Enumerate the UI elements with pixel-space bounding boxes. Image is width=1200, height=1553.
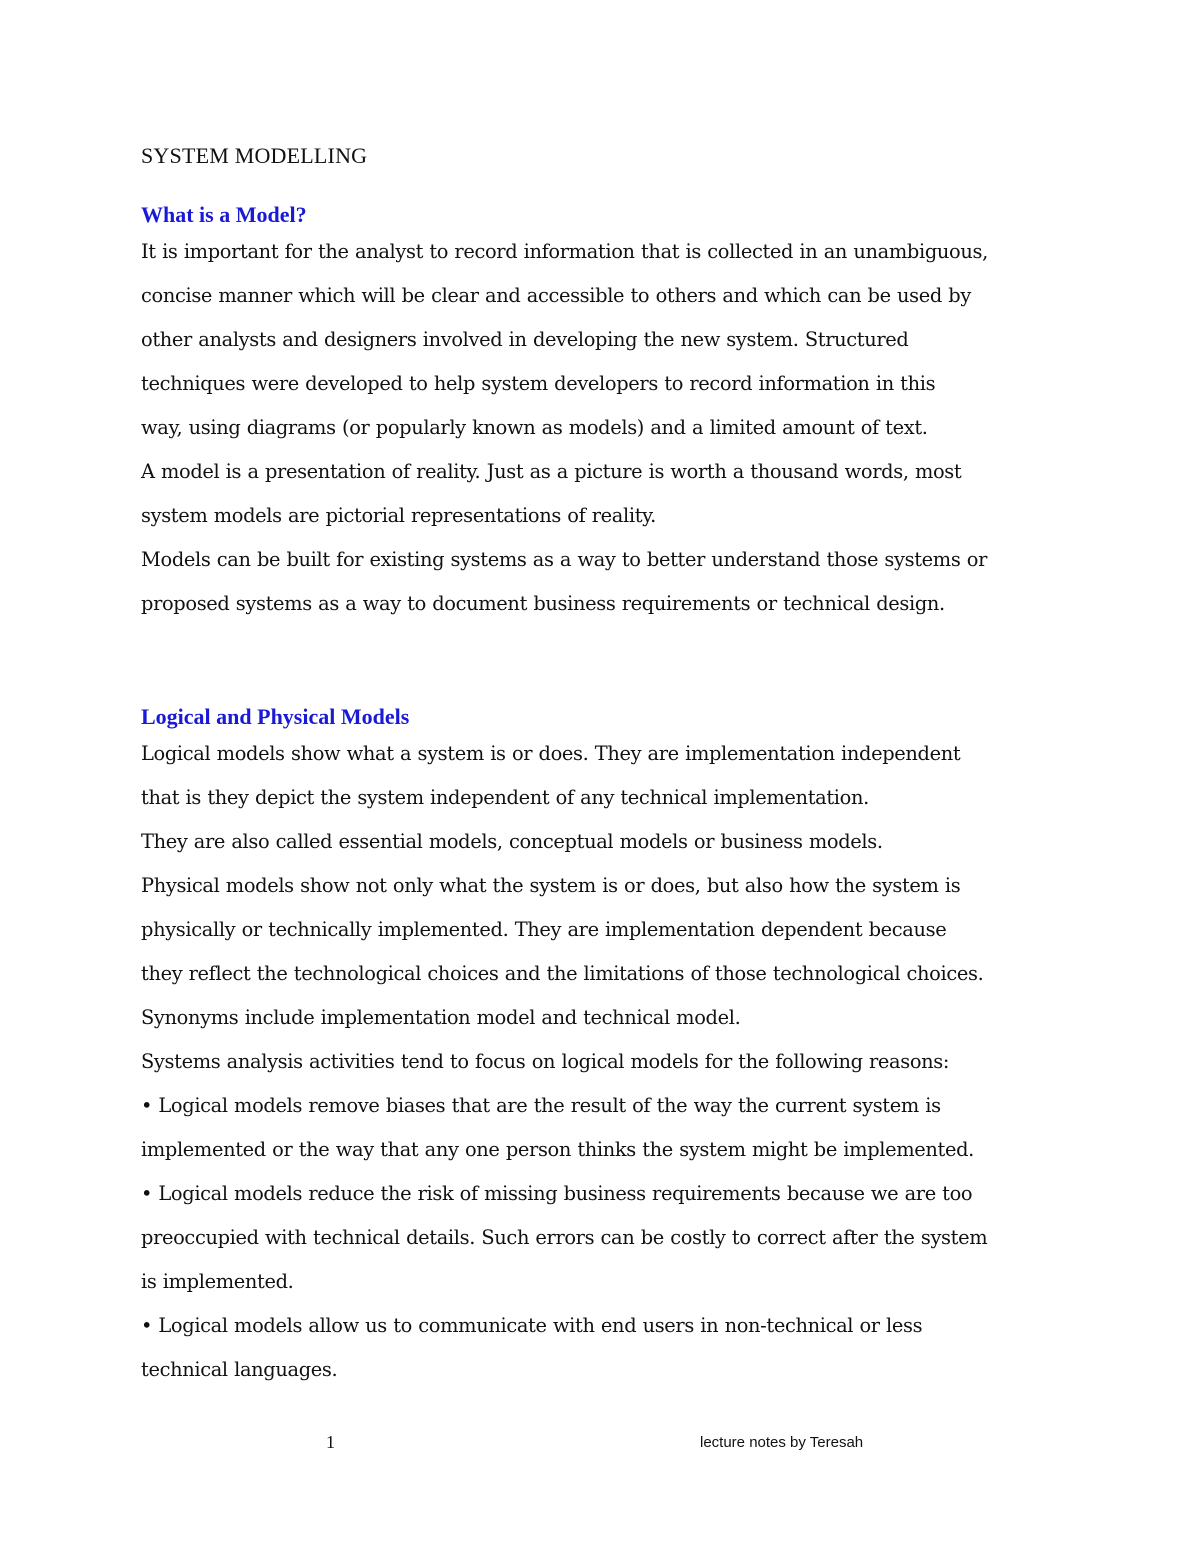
text-line: Logical models show what a system is or does. They are implementation independent — [141, 742, 961, 765]
text-line: is implemented. — [141, 1270, 294, 1293]
footer-note: lecture notes by Teresah — [700, 1434, 864, 1451]
text-line: Systems analysis activities tend to focus on logical models for the following reasons: — [141, 1050, 950, 1073]
text-line: Physical models show not only what the system is or does, but also how the system is — [141, 874, 961, 897]
page-content — [141, 138, 1071, 1392]
text-line: physically or technically implemented. They are implementation dependent because — [141, 918, 947, 941]
text-line: A model is a presentation of reality. Just as a picture is worth a thousand words, most — [141, 460, 962, 483]
page-footer — [0, 1432, 1200, 1462]
text-line: preoccupied with technical details. Such errors can be costly to correct after the system — [141, 1226, 988, 1249]
text-line: technical languages. — [141, 1358, 338, 1381]
text-line: techniques were developed to help system developers to record information in this — [141, 372, 936, 395]
section-heading-logical-and-physical-models: Logical and Physical Models — [141, 704, 410, 729]
bullet-line: • Logical models remove biases that are the result of the way the current system is — [141, 1094, 941, 1117]
text-line: concise manner which will be clear and accessible to others and which can be used by — [141, 284, 971, 307]
section-body-logical-and-physical-models — [141, 732, 1071, 1392]
text-line: They are also called essential models, conceptual models or business models. — [141, 830, 883, 853]
text-line: It is important for the analyst to record information that is collected in an unambiguous, — [141, 240, 988, 263]
text-line: proposed systems as a way to document business requirements or technical design. — [141, 592, 945, 615]
section-body-what-is-a-model — [141, 230, 1071, 626]
document-title: SYSTEM MODELLING — [141, 143, 368, 168]
text-line: that is they depict the system independent of any technical implementation. — [141, 786, 869, 809]
text-line: Models can be built for existing systems as a way to better understand those systems or — [141, 548, 988, 571]
text-line: they reflect the technological choices and the limitations of those technological choices. — [141, 962, 984, 985]
text-line: other analysts and designers involved in developing the new system. Structured — [141, 328, 909, 351]
bullet-line: • Logical models reduce the risk of missing business requirements because we are too — [141, 1182, 973, 1205]
text-line: way, using diagrams (or popularly known as models) and a limited amount of text. — [141, 416, 928, 439]
text-line: implemented or the way that any one person thinks the system might be implemented. — [141, 1138, 974, 1161]
page-number: 1 — [326, 1432, 335, 1452]
text-line: Synonyms include implementation model and technical model. — [141, 1006, 741, 1029]
bullet-line: • Logical models allow us to communicate with end users in non-technical or less — [141, 1314, 923, 1337]
section-heading-what-is-a-model: What is a Model? — [141, 202, 307, 227]
text-line: system models are pictorial representations of reality. — [141, 504, 656, 527]
